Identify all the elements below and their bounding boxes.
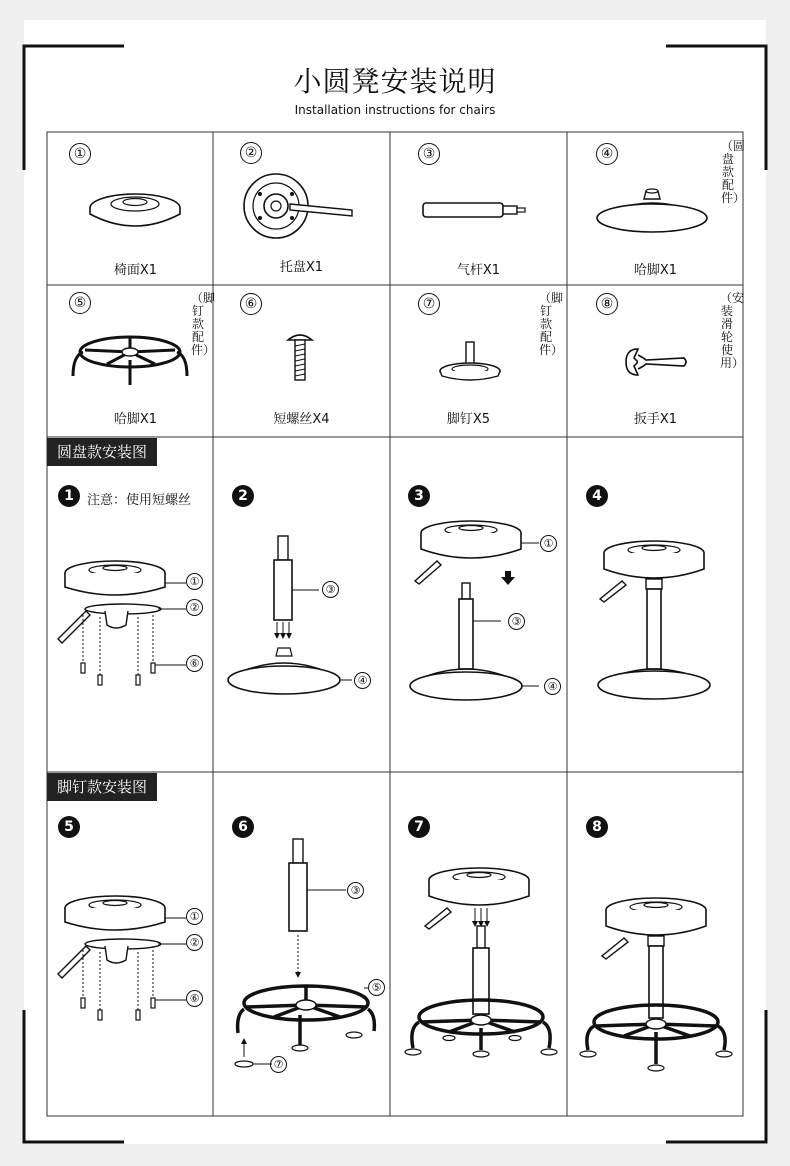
step-number: 6 (232, 816, 254, 838)
part-note: （圆盘款配件） (721, 139, 746, 205)
part-label: 扳手X1 (633, 412, 678, 427)
callout-glide: ⑦ (270, 1056, 287, 1073)
screw-icon (285, 330, 315, 386)
step-number: 8 (586, 816, 608, 838)
part-note: （脚钉款配件） (191, 291, 216, 357)
part-label: 哈脚X1 (633, 263, 678, 278)
part-label: 气杆X1 (456, 263, 501, 278)
callout-lift: ③ (347, 882, 364, 899)
part-number: ① (69, 143, 91, 165)
part-number: ② (240, 142, 262, 164)
step-4-illustration (568, 535, 742, 710)
part-note: （安装滑轮使用） (720, 291, 745, 370)
screw-notice: 注意：使用短螺丝 (87, 493, 192, 508)
step-8-illustration (568, 892, 742, 1082)
section-heading-foot: 脚钉款安装图 (47, 773, 157, 801)
part-number: ⑧ (596, 293, 618, 315)
callout-ring: ⑤ (368, 979, 385, 996)
part-number: ⑦ (418, 293, 440, 315)
callout-seat: ① (186, 573, 203, 590)
page-title: 小圆凳安装说明 (293, 65, 497, 98)
part-label: 脚钉X5 (446, 412, 491, 427)
part-number: ③ (418, 143, 440, 165)
part-label: 哈脚X1 (113, 412, 158, 427)
callout-tray: ② (186, 934, 203, 951)
foot-ring-base-icon (65, 330, 195, 390)
callout-seat: ① (186, 908, 203, 925)
part-label: 椅面X1 (113, 263, 158, 278)
step-number: 3 (408, 485, 430, 507)
callout-lift: ③ (322, 581, 339, 598)
step-number: 2 (232, 485, 254, 507)
step-number: 4 (586, 485, 608, 507)
part-label: 托盘X1 (279, 260, 324, 275)
step-7-illustration (391, 862, 567, 1062)
callout-seat: ① (540, 535, 557, 552)
step-6-illustration (214, 835, 390, 1075)
part-number: ⑤ (69, 292, 91, 314)
step-number: 7 (408, 816, 430, 838)
part-number: ⑥ (240, 293, 262, 315)
step-number: 1 (58, 485, 80, 507)
gas-lift-icon (415, 195, 535, 225)
callout-lift: ③ (508, 613, 525, 630)
section-heading-disc: 圆盘款安装图 (47, 438, 157, 466)
step-number: 5 (58, 816, 80, 838)
tray-icon (240, 168, 360, 248)
part-number: ④ (596, 143, 618, 165)
part-note: （脚钉款配件） (539, 291, 564, 357)
callout-screw: ⑥ (186, 655, 203, 672)
callout-screw: ⑥ (186, 990, 203, 1007)
wrench-icon (622, 345, 692, 379)
callout-base: ④ (354, 672, 371, 689)
disc-base-icon (590, 185, 715, 235)
foot-glide-icon (436, 340, 506, 385)
callout-tray: ② (186, 599, 203, 616)
part-label: 短螺丝X4 (273, 412, 330, 427)
page-subtitle: Installation instructions for chairs (294, 103, 496, 117)
callout-base: ④ (544, 678, 561, 695)
seat-icon (80, 180, 190, 230)
